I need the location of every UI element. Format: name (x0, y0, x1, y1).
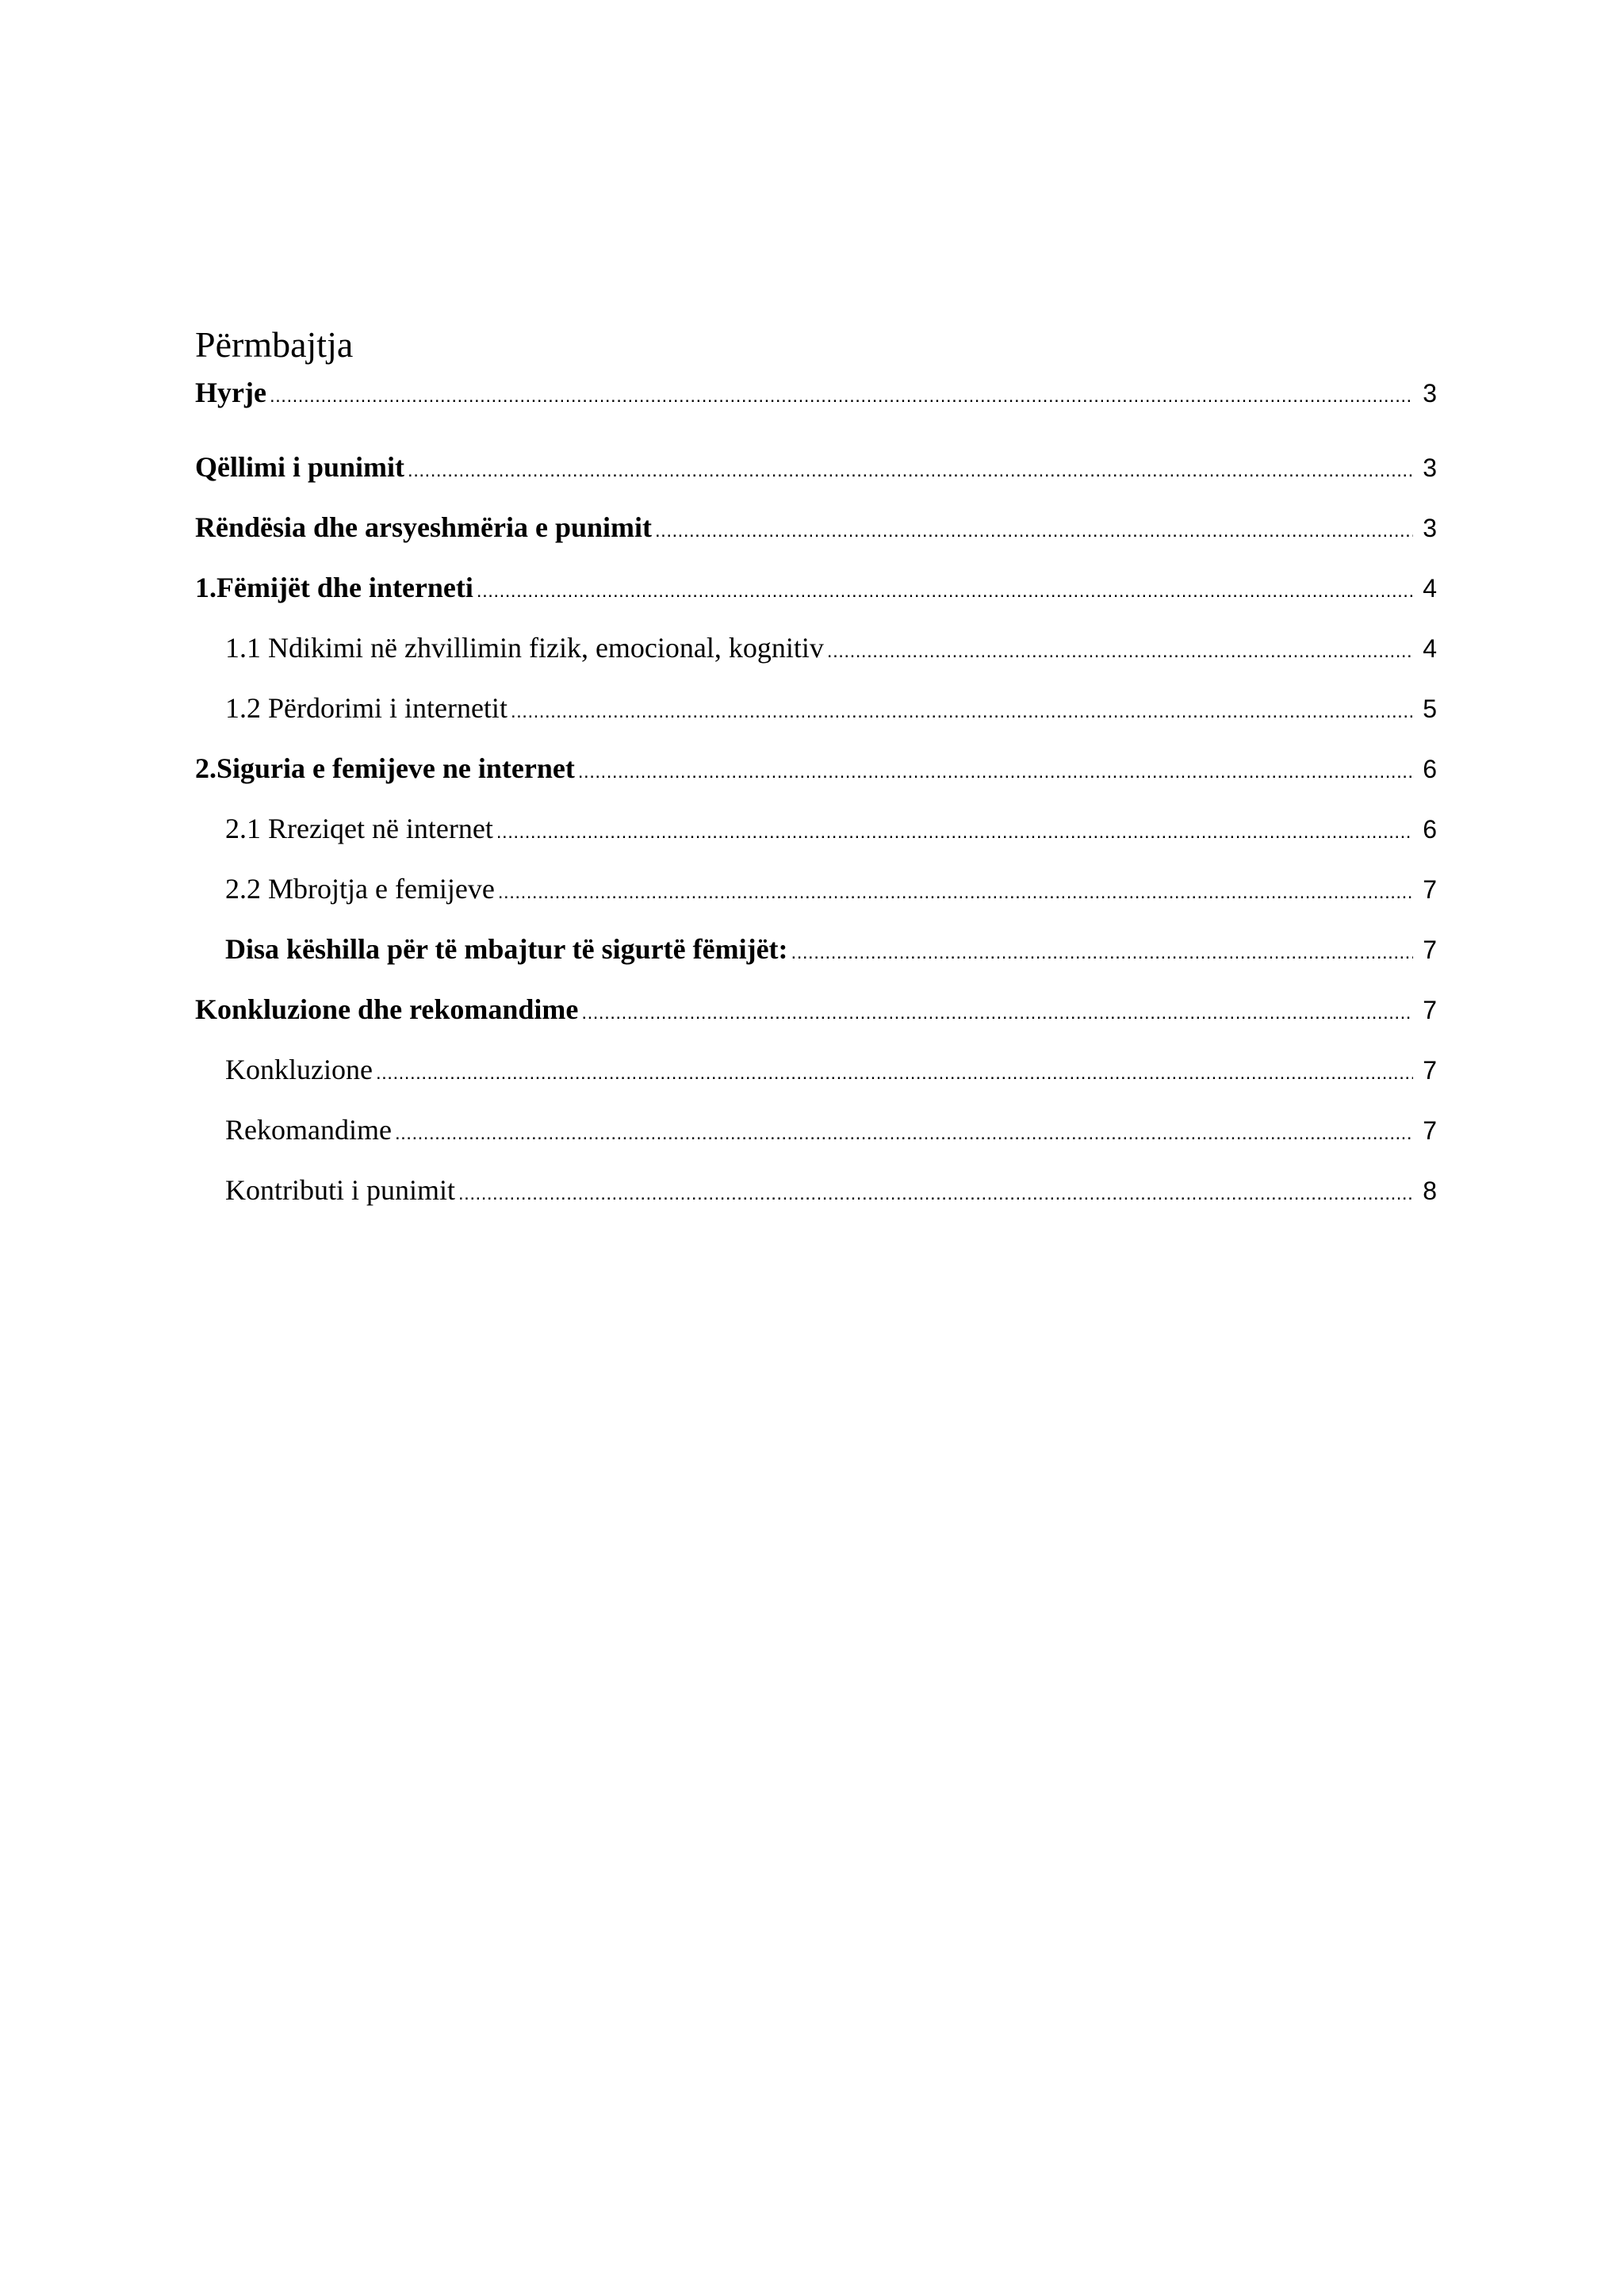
toc-page-number: 3 (1423, 514, 1437, 542)
toc-dot-leader (395, 1104, 1413, 1164)
toc-entry-hyrje[interactable] (195, 377, 1437, 408)
toc-dot-leader (655, 501, 1413, 561)
toc-page-number: 4 (1423, 574, 1437, 603)
toc-entry-text: 1.1 Ndikimi në zhvillimin fizik, emocional, kognitiv (225, 632, 824, 664)
toc-entry-rekomandime[interactable] (195, 1100, 1437, 1160)
toc-entry-text: Qëllimi i punimit (195, 451, 405, 483)
toc-entry-konkluzione[interactable] (195, 1039, 1437, 1100)
toc-entry-perdorimi[interactable] (195, 678, 1437, 738)
toc-entry-text: Rekomandime (225, 1114, 392, 1146)
toc-entry-siguria[interactable] (195, 738, 1437, 798)
toc-entry-text: Konkluzione (225, 1054, 373, 1085)
toc-entry-text: 1.Fëmijët dhe interneti (195, 572, 473, 603)
toc-entry-text: 2.1 Rreziqet në internet (225, 813, 493, 844)
toc-dot-leader (511, 682, 1413, 742)
toc-dot-leader (581, 983, 1413, 1043)
toc-page-number: 7 (1423, 936, 1437, 964)
toc-entry-text: 1.2 Përdorimi i internetit (225, 692, 508, 724)
toc-dot-leader (791, 923, 1413, 983)
toc-page-number: 5 (1423, 695, 1437, 723)
toc-page-number: 6 (1423, 755, 1437, 783)
toc-dot-leader (578, 742, 1413, 802)
toc-entry-text: Konkluzione dhe rekomandime (195, 993, 579, 1025)
toc-dot-leader (496, 802, 1413, 863)
toc-entry-mbrojtja[interactable] (195, 859, 1437, 919)
toc-dot-leader (827, 622, 1413, 682)
toc-entry-text: Kontributi i punimit (225, 1174, 456, 1206)
toc-dot-leader (477, 561, 1413, 622)
toc-entry-kontributi[interactable] (195, 1160, 1437, 1220)
toc-dot-leader (498, 863, 1413, 923)
toc-list (195, 377, 1437, 1220)
toc-page-number: 7 (1423, 875, 1437, 904)
toc-page-number: 7 (1423, 1056, 1437, 1085)
toc-entry-text: Rëndësia dhe arsyeshmëria e punimit (195, 511, 652, 543)
toc-entry-femijet-dhe-interneti[interactable] (195, 557, 1437, 618)
toc-entry-text: Disa këshilla për të mbajtur të sigurtë fëmijët: (225, 933, 788, 965)
toc-page-number: 7 (1423, 996, 1437, 1024)
toc-entry-rendesia[interactable] (195, 497, 1437, 557)
toc-entry-konkluzione-dhe-rekomandime[interactable] (195, 979, 1437, 1039)
toc-entry-keshilla[interactable] (195, 919, 1437, 979)
toc-entry-text: 2.2 Mbrojtja e femijeve (225, 873, 495, 905)
toc-dot-leader (408, 441, 1413, 501)
toc-page-number: 3 (1423, 453, 1437, 482)
toc-entry-ndikimi[interactable] (195, 618, 1437, 678)
toc-title: Përmbajtja (195, 324, 354, 365)
toc-entry-rreziqet[interactable] (195, 798, 1437, 859)
toc-page-number: 3 (1423, 379, 1437, 408)
toc-page-number: 8 (1423, 1177, 1437, 1205)
toc-entry-qellimi[interactable] (195, 437, 1437, 497)
toc-dot-leader (270, 381, 1413, 412)
toc-dot-leader (376, 1043, 1413, 1104)
toc-entry-text: 2.Siguria e femijeve ne internet (195, 752, 575, 784)
toc-dot-leader (458, 1164, 1413, 1224)
table-of-contents (195, 321, 1437, 1220)
toc-entry-text: Hyrje (195, 377, 266, 408)
toc-page-number: 7 (1423, 1116, 1437, 1145)
toc-page-number: 6 (1423, 815, 1437, 844)
toc-page-number: 4 (1423, 634, 1437, 663)
